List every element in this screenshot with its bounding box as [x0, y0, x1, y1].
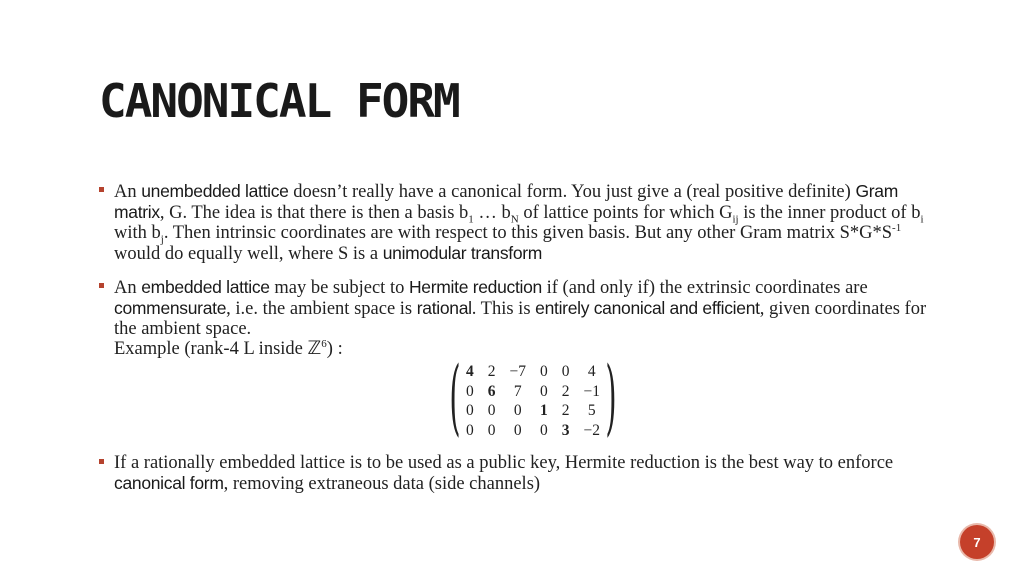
matrix-cell: 5 [587, 402, 596, 420]
text: with b [114, 223, 161, 243]
text: An [114, 278, 142, 298]
matrix-row [459, 421, 607, 441]
matrix-cell: 1 [540, 402, 548, 420]
matrix-cell: 2 [561, 402, 570, 420]
page-number-badge [960, 525, 994, 559]
text: … b [473, 203, 511, 223]
matrix-cell: 2 [561, 382, 570, 400]
bullet-embedded-lattice [99, 277, 939, 445]
text: doesn’t really have a canonical form. You just give a (real positive definite) [288, 182, 856, 202]
matrix-row [459, 401, 607, 421]
keyword-unimodular-transform: unimodular transform [382, 243, 543, 263]
keyword-canonical-form: canonical form [114, 473, 224, 493]
example-label: Example (rank-4 L inside ℤ [114, 339, 322, 359]
keyword-embedded-lattice: embedded lattice [141, 277, 270, 297]
subscript: N [510, 213, 519, 226]
matrix-cell: 0 [466, 382, 474, 400]
left-paren: ( [449, 350, 461, 445]
matrix-cell: −7 [509, 363, 526, 381]
text: . Then intrinsic coordinates are with respect to this given basis. But any other Gram matrix S*G*S [163, 223, 893, 243]
matrix-cell: 4 [466, 363, 474, 381]
subscript: 1 [468, 213, 474, 226]
text: is the inner product of b [738, 203, 921, 223]
matrix-row [459, 382, 607, 402]
superscript: -1 [892, 221, 902, 234]
keyword-commensurate: commensurate [114, 298, 227, 318]
keyword-rational: rational [416, 298, 472, 318]
bullet-marker [99, 283, 104, 288]
keyword-hermite-reduction: Hermite reduction [408, 277, 542, 297]
matrix-cell: 0 [561, 363, 570, 381]
text: may be subject to [269, 278, 409, 298]
text: , given coordinates for the ambient space. [114, 299, 927, 339]
matrix-area [114, 350, 939, 445]
matrix-cell: −1 [583, 382, 600, 400]
page-number: 7 [973, 534, 981, 550]
matrix-cell: 6 [487, 382, 496, 400]
matrix-cell: 0 [540, 363, 548, 381]
bullet-marker [99, 187, 104, 192]
matrix-cell: 0 [540, 382, 548, 400]
matrix-cell: 0 [487, 421, 496, 439]
matrix-row [459, 362, 607, 382]
keyword-canonical-efficient: entirely canonical and efficient [535, 298, 760, 318]
matrix-cell: 0 [513, 421, 522, 439]
matrix-cell: 0 [487, 402, 496, 420]
text: If a rationally embedded lattice is to be used as a public key, Hermite reduction is the best way to enforce [114, 453, 894, 473]
keyword-unembedded-lattice: unembedded lattice [141, 181, 289, 201]
bullet-public-key [99, 453, 939, 494]
superscript: 6 [321, 337, 327, 350]
example-matrix [439, 350, 627, 445]
matrix-cell: 4 [587, 363, 596, 381]
text: , G. The idea is that there is then a basis b [159, 203, 469, 223]
bullet-list [99, 181, 939, 494]
matrix-table [459, 362, 607, 440]
slide-title: CANONICAL FORM [99, 74, 459, 128]
text: , removing extraneous data (side channels) [223, 474, 541, 494]
text: of lattice points for which G [518, 203, 733, 223]
matrix-cell: 0 [466, 402, 474, 420]
matrix-cell: 0 [466, 421, 474, 439]
right-paren: ) [605, 350, 617, 445]
subscript: j [160, 233, 164, 246]
subscript: ij [732, 213, 739, 226]
text: would do equally well, where S is a [114, 244, 383, 264]
matrix-cell: 0 [513, 402, 522, 420]
bullet-unembedded-lattice [99, 181, 939, 264]
text: An [114, 182, 142, 202]
subscript: i [920, 213, 924, 226]
text: . This is [471, 299, 536, 319]
matrix-cell: 2 [487, 363, 496, 381]
text: if (and only if) the extrinsic coordinates are [541, 278, 868, 298]
text: , i.e. the ambient space is [226, 299, 417, 319]
bullet-marker [99, 459, 104, 464]
matrix-cell: 3 [561, 421, 570, 439]
matrix-cell: 0 [540, 421, 548, 439]
matrix-cell: 7 [513, 382, 522, 400]
keyword-gram-matrix: Gram matrix [114, 181, 898, 222]
example-label-end: ) : [326, 339, 343, 359]
matrix-cell: −2 [583, 421, 600, 439]
